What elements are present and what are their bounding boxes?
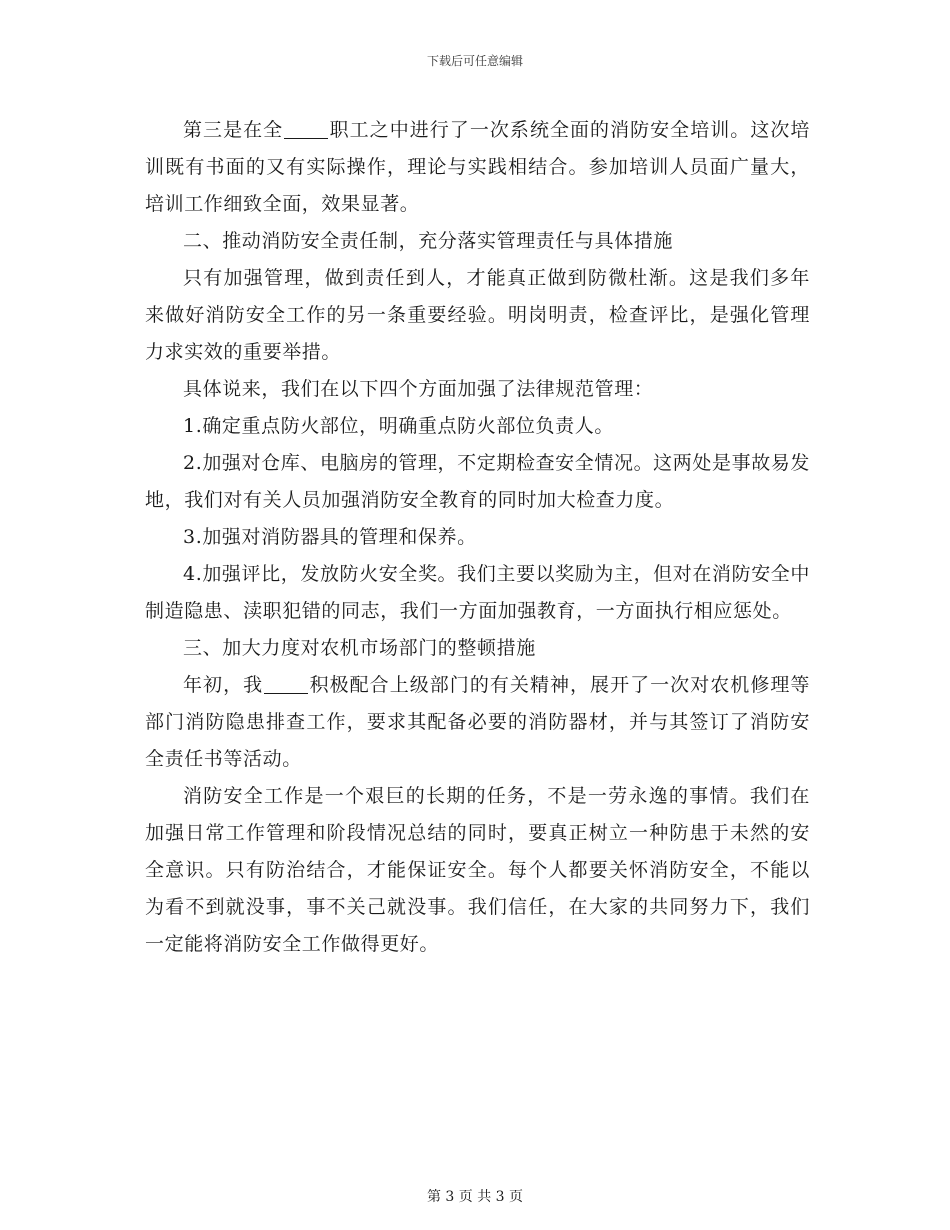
section-heading-2: 二、推动消防安全责任制，充分落实管理责任与具体措施 xyxy=(183,230,674,252)
paragraph-four-aspects: 具体说来，我们在以下四个方面加强了法律规范管理： xyxy=(183,378,654,400)
paragraph-management: 只有加强管理，做到责任到人，才能真正做到防微杜渐。这是我们多年来做好消防安全工作的另一条重要经验。明岗明责，检查评比，是强化管理力求实效的重要举措。 xyxy=(145,267,810,363)
document-body xyxy=(145,112,810,963)
list-item-4: 4.加强评比，发放防火安全奖。我们主要以奖励为主，但对在消防安全中制造隐患、渎职犯错的同志，我们一方面加强教育，一方面执行相应惩处。 xyxy=(145,563,810,622)
paragraph-training xyxy=(145,112,810,223)
header-note: 下载后可任意编辑 xyxy=(426,54,523,68)
page-number: 第 3 页 共 3 页 xyxy=(426,1189,524,1205)
paragraph-agri-machinery xyxy=(145,667,810,778)
paragraph-conclusion: 消防安全工作是一个艰巨的长期的任务，不是一劳永逸的事情。我们在加强日常工作管理和阶段情况总结的同时，要真正树立一种防患于未然的安全意识。只有防治结合，才能保证安全。每个人都要关怀消防安全，不能以为看不到就没事，事不关己就没事。我们信任，在大家的共同努力下，我们一定能将消防安全工作做得更好。 xyxy=(145,785,810,955)
blank-line xyxy=(284,118,328,139)
paragraph-text: 第三是在全 xyxy=(183,119,284,141)
paragraph-text: 积极配合上级部门的有关精神，展开了一次对农机修理等部门消防隐患排查工作，要求其配备必要的消防器材，并与其签订了消防安全责任书等活动。 xyxy=(145,674,810,770)
list-item-1: 1.确定重点防火部位，明确重点防火部位负责人。 xyxy=(183,415,614,437)
list-item-2: 2.加强对仓库、电脑房的管理，不定期检查安全情况。这两处是事故易发地，我们对有关人员加强消防安全教育的同时加大检查力度。 xyxy=(145,452,810,511)
paragraph-text: 职工之中进行了一次系统全面的消防安全培训。这次培训既有书面的又有实际操作，理论与实践相结合。参加培训人员面广量大，培训工作细致全面，效果显著。 xyxy=(145,119,810,215)
blank-line xyxy=(264,673,308,694)
section-heading-3: 三、加大力度对农机市场部门的整顿措施 xyxy=(183,637,536,659)
list-item-3: 3.加强对消防器具的管理和保养。 xyxy=(183,526,477,548)
paragraph-text: 年初，我 xyxy=(183,674,264,696)
